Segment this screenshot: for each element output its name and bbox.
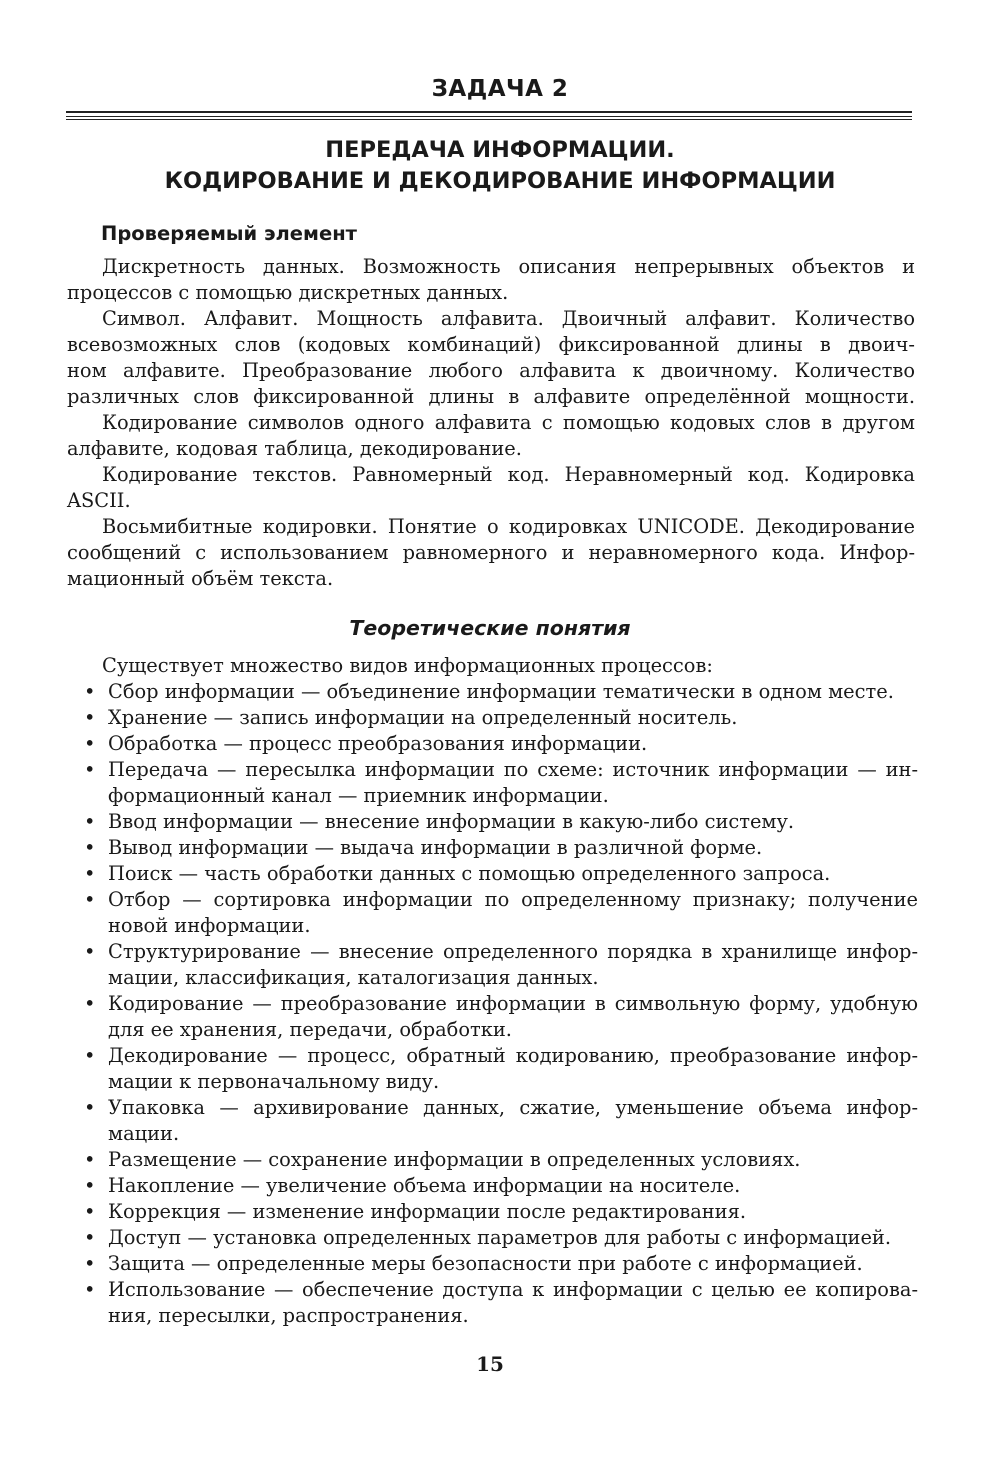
list-item [84,809,918,835]
paragraph-line: ASCII. [67,489,131,512]
list-item [84,887,918,939]
list-item [84,991,918,1043]
paragraph-line: сообщений с использованием равномерного и неравномерного кода. Инфор- [67,541,915,564]
paragraph [67,254,915,306]
checked-element-heading: Проверяемый элемент [101,222,357,245]
list-item-line: Доступ — установка определенных параметров для работы с информацией. [108,1226,892,1249]
bullet-icon: • [84,1044,96,1067]
list-item-line: мации к первоначальному виду. [108,1070,440,1093]
paragraph [67,514,915,592]
bullet-icon: • [84,1148,96,1171]
list-item-line: для ее хранения, передачи, обработки. [108,1018,512,1041]
list-item [84,1095,918,1147]
list-item-line: новой информации. [108,914,311,937]
list-item-line: Кодирование — преобразование информации в символьную форму, удобную [108,992,918,1015]
list-item [84,757,918,809]
header-rule-thin [66,116,912,117]
bullet-icon: • [84,732,96,755]
bullet-icon: • [84,680,96,703]
bullet-icon: • [84,940,96,963]
paragraph [67,306,915,410]
process-list [84,679,918,1329]
list-item [84,939,918,991]
paragraph-line: алфавите, кодовая таблица, декодирование. [67,437,522,460]
bullet-icon: • [84,992,96,1015]
theory-intro: Существует множество видов информационных процессов: [102,654,713,677]
paragraph-line: всевозможных слов (кодовых комбинаций) фиксированной длины в двоич- [67,333,915,356]
list-item-line: Передача — пересылка информации по схеме: источник информации — ин- [108,758,918,781]
list-item [84,1225,918,1251]
list-item [84,679,918,705]
bullet-icon: • [84,1278,96,1301]
task-label: ЗАДАЧА 2 [431,76,569,102]
list-item-line: Размещение — сохранение информации в определенных условиях. [108,1148,801,1171]
list-item [84,861,918,887]
list-item [84,731,918,757]
bullet-icon: • [84,888,96,911]
list-item-line: Декодирование — процесс, обратный кодированию, преобразование инфор- [108,1044,918,1067]
paragraph-line: мационный объём текста. [67,567,334,590]
list-item-line: Отбор — сортировка информации по определенному признаку; получение [108,888,918,911]
bullet-icon: • [84,1096,96,1119]
list-item-line: Накопление — увеличение объема информации на носителе. [108,1174,741,1197]
bullet-icon: • [84,836,96,859]
paragraph-line: различных слов фиксированной длины в алфавите определённой мощности. [67,385,915,408]
list-item-line: мации. [108,1122,180,1145]
bullet-icon: • [84,758,96,781]
list-item-line: Защита — определенные меры безопасности при работе с информацией. [108,1252,863,1275]
list-item [84,1251,918,1277]
bullet-icon: • [84,1252,96,1275]
list-item-line: Ввод информации — внесение информации в какую-либо систему. [108,810,795,833]
page-title-line-1: ПЕРЕДАЧА ИНФОРМАЦИИ. [325,137,675,163]
list-item [84,835,918,861]
list-item-line: Структурирование — внесение определенного порядка в хранилище инфор- [108,940,918,963]
list-item-line: Коррекция — изменение информации после редактирования. [108,1200,747,1223]
bullet-icon: • [84,862,96,885]
page-title [0,135,1000,197]
bullet-icon: • [84,1174,96,1197]
list-item-line: Вывод информации — выдача информации в различной форме. [108,836,763,859]
paragraph-line: процессов с помощью дискретных данных. [67,281,509,304]
bullet-icon: • [84,1200,96,1223]
list-item [84,1277,918,1329]
checked-element-body [67,254,915,592]
list-item [84,1173,918,1199]
list-item [84,705,918,731]
paragraph-line: Кодирование текстов. Равномерный код. Неравномерный код. Кодировка [102,463,915,486]
bullet-icon: • [84,1226,96,1249]
list-item-line: Упаковка — архивирование данных, сжатие, уменьшение объема инфор- [108,1096,918,1119]
bullet-icon: • [84,810,96,833]
paragraph [67,462,915,514]
paragraph-line: Дискретность данных. Возможность описания непрерывных объектов и [102,255,915,278]
list-item [84,1043,918,1095]
theory-heading: Теоретические понятия [349,616,631,640]
page-number: 15 [476,1352,504,1376]
list-item-line: Сбор информации — объединение информации тематически в одном месте. [108,680,894,703]
list-item-line: Хранение — запись информации на определенный носитель. [108,706,738,729]
paragraph-line: Символ. Алфавит. Мощность алфавита. Двоичный алфавит. Количество [102,307,915,330]
bullet-icon: • [84,706,96,729]
paragraph-line: Восьмибитные кодировки. Понятие о кодировках UNICODE. Декодирование [102,515,915,538]
paragraph-line: Кодирование символов одного алфавита с помощью кодовых слов в другом [102,411,915,434]
list-item-line: мации, классификация, каталогизация данных. [108,966,599,989]
list-item-line: ния, пересылки, распространения. [108,1304,469,1327]
list-item-line: Обработка — процесс преобразования информации. [108,732,648,755]
list-item [84,1199,918,1225]
paragraph-line: ном алфавите. Преобразование любого алфавита к двоичному. Количество [67,359,915,382]
list-item [84,1147,918,1173]
list-item-line: Использование — обеспечение доступа к информации с целью ее копирова- [108,1278,918,1301]
page-title-line-2: КОДИРОВАНИЕ И ДЕКОДИРОВАНИЕ ИНФОРМАЦИИ [164,168,836,194]
header-rule-thin-2 [66,119,912,120]
header-rule-thick [66,111,912,113]
list-item-line: формационный канал — приемник информации. [108,784,609,807]
paragraph [67,410,915,462]
list-item-line: Поиск — часть обработки данных с помощью определенного запроса. [108,862,831,885]
